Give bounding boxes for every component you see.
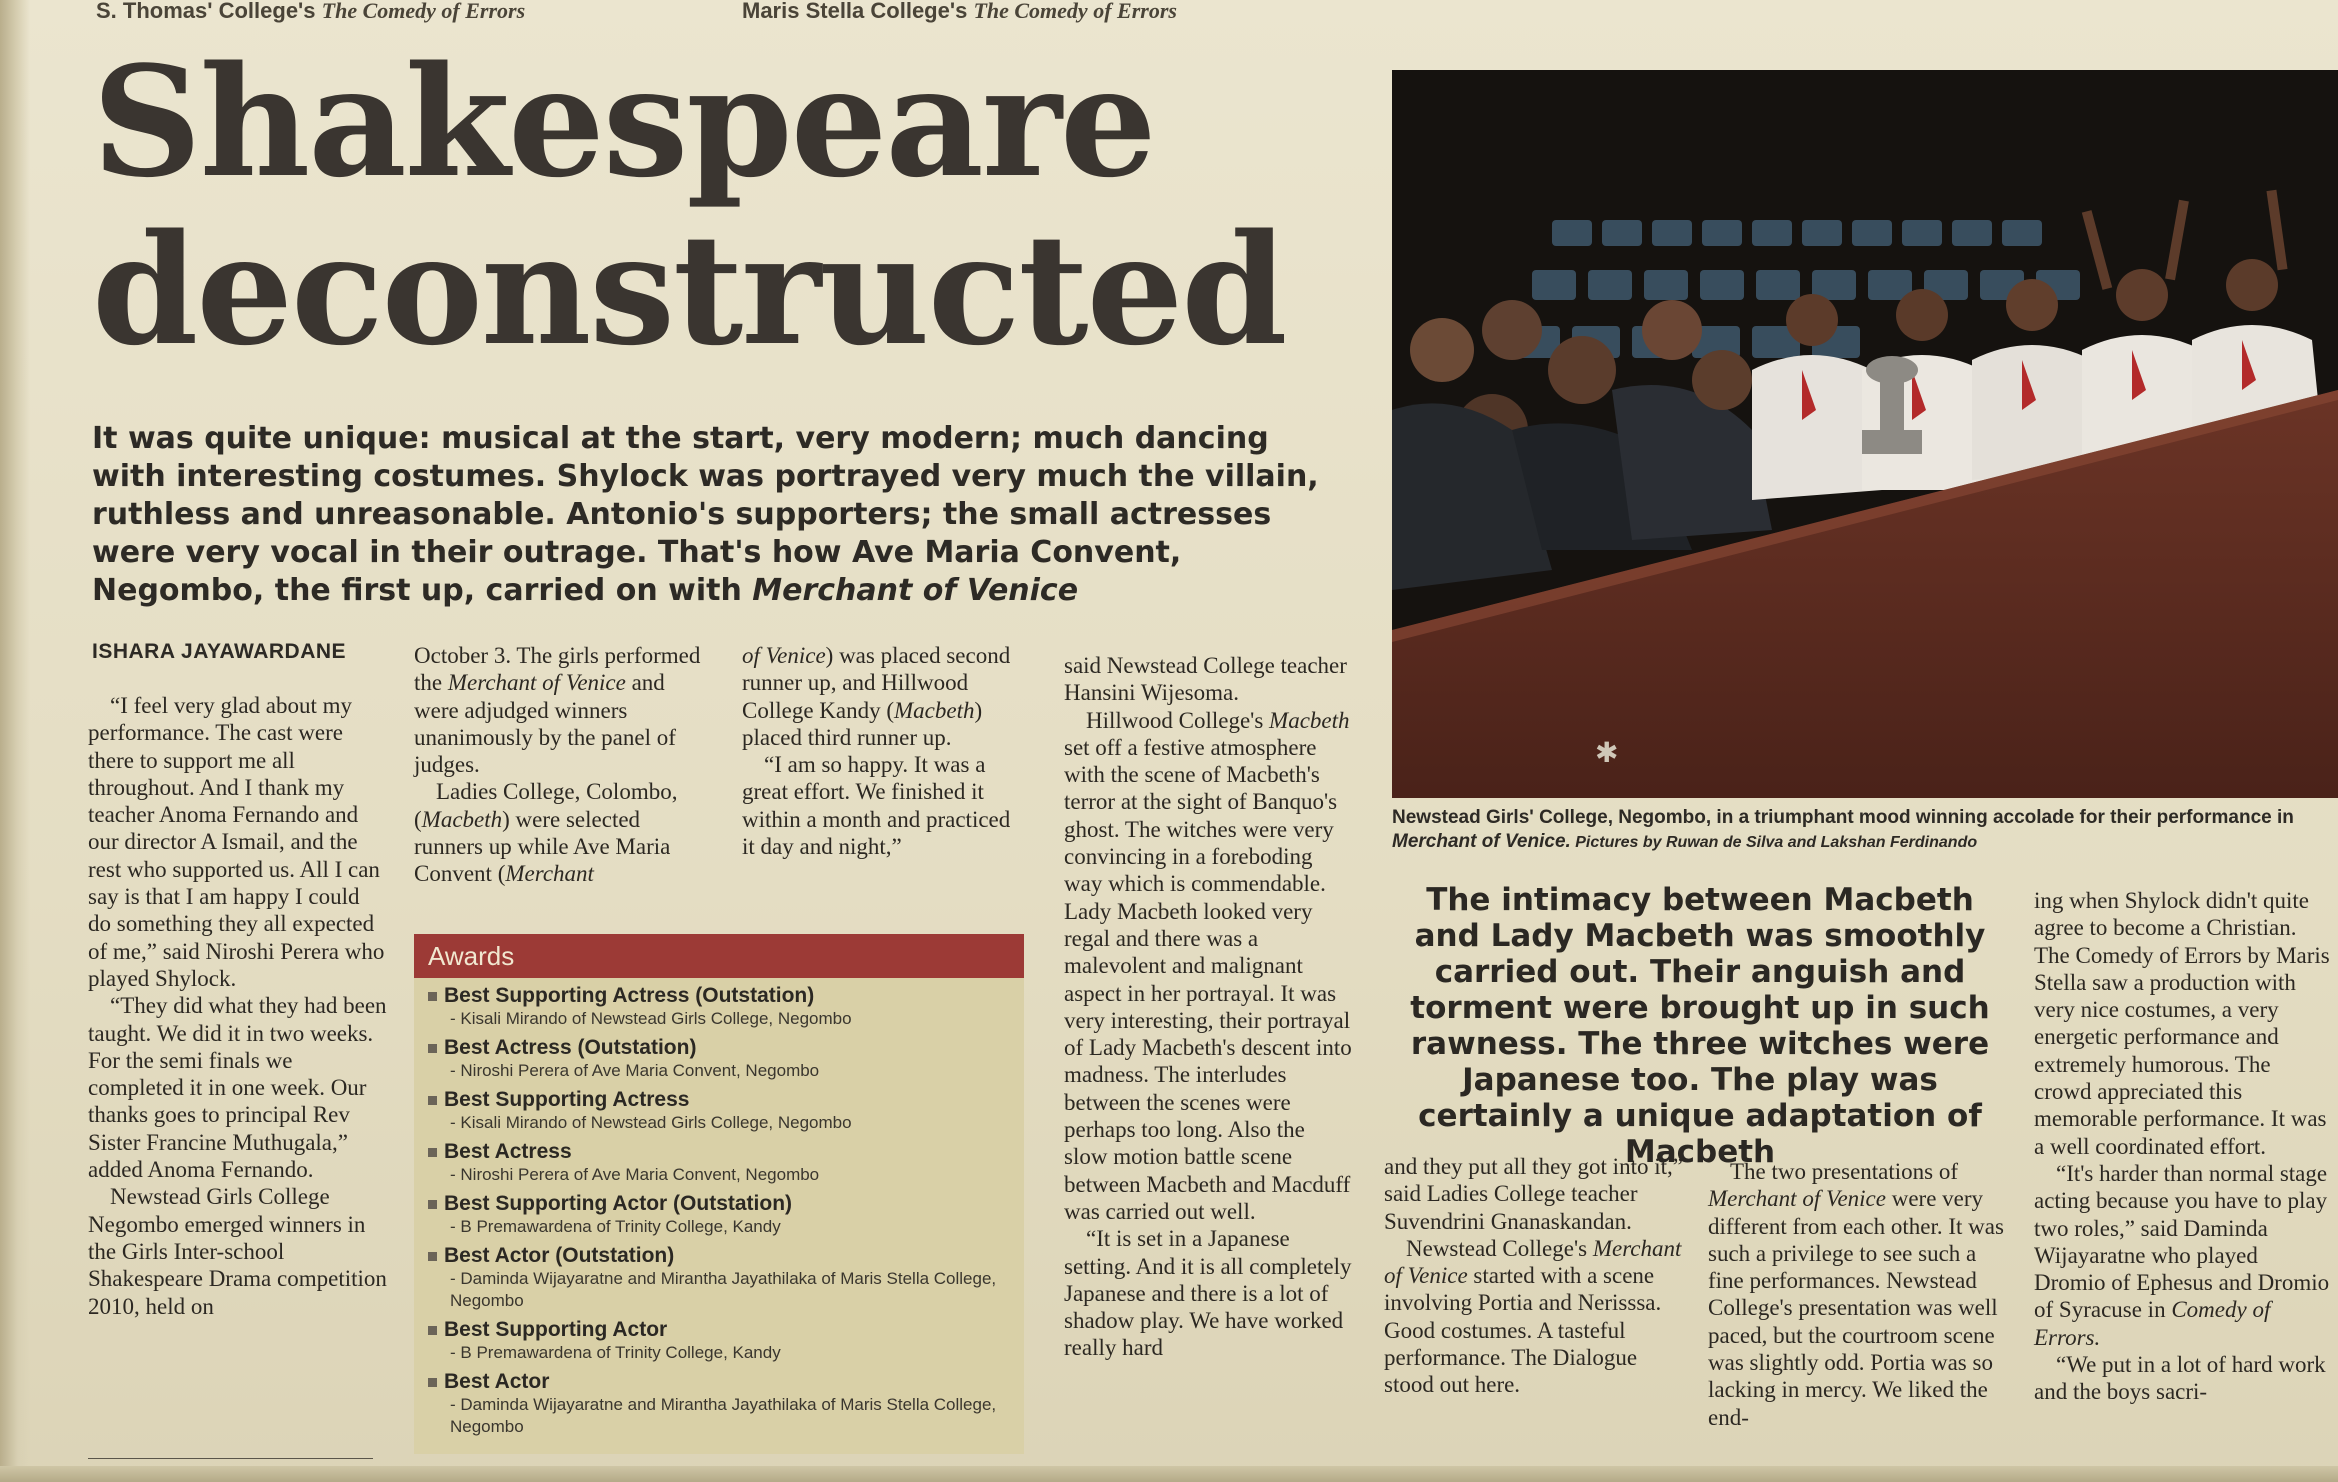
paragraph: said Newstead College teacher Hansini Wijesoma. [1064,653,1347,706]
award-recipient: - Daminda Wijayaratne and Mirantha Jayathilaka of Maris Stella College, Negombo [450,1395,997,1436]
kicker-middle: Maris Stella College's The Comedy of Errors [742,0,1177,23]
article-column-2 [414,642,704,888]
award-recipient: - Kisali Mirando of Newstead Girls College, Negombo [450,1009,852,1028]
award-title: Best Supporting Actress [444,1088,1024,1112]
photo-newstead-celebration [1392,70,2338,798]
award-recipient: - Niroshi Perera of Ave Maria Convent, Negombo [450,1165,820,1184]
award-title: Best Actress (Outstation) [444,1036,1024,1060]
page-bottom-edge [0,1466,2338,1482]
paragraph: “We put in a lot of hard work and the boys sacri- [2034,1352,2326,1405]
kicker-left: S. Thomas' College's The Comedy of Errors [96,0,526,23]
paragraph: October 3. The girls performed the Merchant of Venice and were adjudged winners unanimously by the panel of judges. [414,643,701,778]
photo-illustration [1392,70,2338,798]
award-title: Best Actress [444,1140,1024,1164]
paragraph: “I am so happy. It was a great effort. We finished it within a month and practiced it day and night,” [742,752,1011,860]
paragraph: “They did what they had been taught. We did it in two weeks. For the semi finals we completed it in one week. Our thanks goes to principal Rev Sister Francine Muthugala,” added Anoma Fernando. [88,993,387,1183]
article-column-7 [2034,887,2330,1406]
article-column-5 [1384,1153,1684,1399]
photo-caption: Newstead Girls' College, Negombo, in a triumphant mood winning accolade for their performance in Merchant of Venice. Pictures by Ruwan de Silva and Lakshan Ferdinando [1392,807,2294,852]
paragraph: and they put all they got into it,” said Ladies College teacher Suvendrini Gnanaskandan. [1384,1154,1683,1234]
headline [92,32,1392,379]
award-recipient: - Daminda Wijayaratne and Mirantha Jayathilaka of Maris Stella College, Negombo [450,1269,997,1310]
column-rule [88,1458,373,1459]
paragraph: “I feel very glad about my performance. The cast were there to support me all throughout. And I thank my teacher Anoma Fernando and our director A Ismail, and the rest who supported us. All I can say is that I am happy I could do something they all expected of me,” said Niroshi Perera who played Shylock. [88,693,385,991]
headline-line-1: Shakespeare [92,32,1155,211]
paragraph: of Venice) was placed second runner up, and Hillwood College Kandy (Macbeth) placed third runner up. [742,643,1011,750]
paragraph: The two presentations of Merchant of Venice were very different from each other. It was such a privilege to see such a fine performances. Newstead College's presentation was well paced, but the courtroom scene was slightly odd. Portia was so lacking in mercy. We liked the end- [1708,1159,2004,1430]
award-title: Best Supporting Actor (Outstation) [444,1192,1024,1216]
page-edge [0,0,30,1482]
paragraph: Ladies College, Colombo, (Macbeth) were selected runners up while Ave Maria Convent (Merchant [414,779,678,887]
paragraph: “It is set in a Japanese setting. And it is all completely Japanese and there is a lot of shadow play. We have worked really hard [1064,1226,1352,1361]
svg-text:✱: ✱ [1595,736,1619,769]
paragraph: Newstead College's Merchant of Venice started with a scene involving Portia and Nerisssa. Good costumes. A tasteful performance. The Dialogue stood out here. [1384,1235,1682,1398]
award-entry [414,1370,1024,1438]
award-entry [414,1192,1024,1238]
award-title: Best Supporting Actress (Outstation) [444,984,1024,1008]
award-recipient: - Niroshi Perera of Ave Maria Convent, Negombo [450,1061,820,1080]
award-entry [414,1088,1024,1134]
article-column-6 [1708,1158,2008,1431]
award-entry [414,1036,1024,1082]
award-entry [414,984,1024,1030]
award-title: Best Actor [444,1370,1024,1394]
headline-line-2: deconstructed [92,200,1286,379]
award-entry [414,1140,1024,1186]
article-column-4 [1064,652,1354,1362]
paragraph: Hillwood College's Macbeth set off a festive atmosphere with the scene of Macbeth's terror at the sight of Banquo's ghost. The witches were very convincing in a foreboding way which is commendable. Lady Macbeth looked very regal and there was a malevolent and malignant aspect in her portrayal. It was very interesting, their portrayal of Lady Macbeth's descent into madness. The interludes between the scenes were perhaps too long. Also the slow motion battle scene between Macbeth and Macduff was carried out well. [1064,707,1352,1224]
standfirst: It was quite unique: musical at the start, very modern; much dancing with interesting costumes. Shylock was portrayed very much the villain, ruthless and unreasonable. Antonio's supporters; the small actresses were very vocal in their outrage. That's how Ave Maria Convent, Negombo, the first up, carried on with Merchant of Venice [92,421,1319,608]
awards-list [414,984,1024,1438]
award-recipient: - B Premawardena of Trinity College, Kandy [450,1343,781,1362]
award-title: Best Supporting Actor [444,1318,1024,1342]
photo-credit: Pictures by Ruwan de Silva and Lakshan Ferdinando [1570,834,1978,851]
award-entry [414,1318,1024,1364]
byline: ISHARA JAYAWARDANE [92,640,347,663]
paragraph: “It's harder than normal stage acting because you have to play two roles,” said Daminda Wijayaratne who played Dromio of Ephesus and Dromio of Syracuse in Comedy of Errors. [2034,1160,2330,1350]
awards-header: Awards [414,934,1024,978]
award-entry [414,1244,1024,1312]
article-column-3 [742,642,1022,860]
award-recipient: - Kisali Mirando of Newstead Girls College, Negombo [450,1113,852,1132]
paragraph: Newstead Girls College Negombo emerged winners in the Girls Inter-school Shakespeare Drama competition 2010, held on [88,1184,387,1319]
pull-quote: The intimacy between Macbeth and Lady Macbeth was smoothly carried out. Their anguish and torment were brought up in such rawness. The three witches were Japanese too. The play was certainly a unique adaptation of Macbeth [1410,882,1990,1170]
article-column-1 [88,692,388,1320]
awards-box [414,934,1024,1454]
award-title: Best Actor (Outstation) [444,1244,1024,1268]
paragraph: ing when Shylock didn't quite agree to become a Christian. The Comedy of Errors by Maris Stella saw a production with very nice costumes, a very energetic performance and extremely humorous. The crowd appreciated this memorable performance. It was a well coordinated effort. [2034,888,2330,1159]
award-recipient: - B Premawardena of Trinity College, Kandy [450,1217,781,1236]
